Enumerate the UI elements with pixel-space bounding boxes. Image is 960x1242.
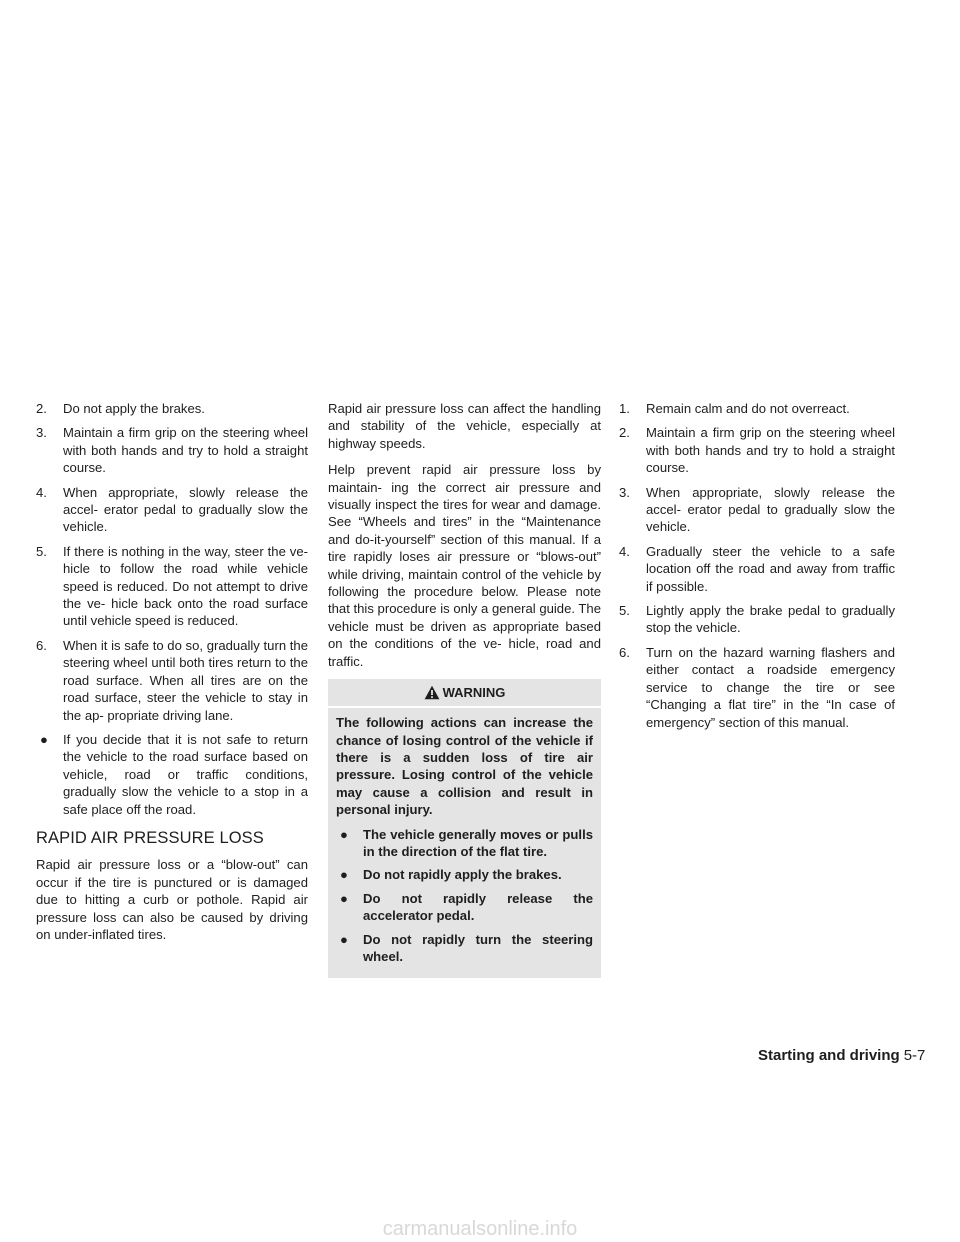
item-number: 3.	[619, 484, 630, 500]
footer-section-title: Starting and driving	[758, 1047, 900, 1064]
page-number: 5-7	[903, 1047, 926, 1064]
list-item	[36, 731, 308, 818]
bullet-marker: ●	[40, 731, 48, 747]
item-number: 6.	[619, 644, 630, 660]
list-item	[619, 543, 895, 595]
item-text: Maintain a firm grip on the steering wheel with both hands and try to hold a straight course.	[63, 425, 308, 476]
item-number: 4.	[36, 484, 47, 500]
paragraph: Help prevent rapid air pressure loss by maintain- ing the correct air pressure and visually inspect the tires for wear and damage. See “Wheels and tires” in the “Maintenance and do-it-yourself” section of this manual. If a tire rapidly loses air pressure or “blows-out” while driving, maintain control of the vehicle by following the procedure below. Please note that this procedure is only a general guide. The vehicle must be driven as appropriate based on the conditions of the ve- hicle, road and traffic.	[328, 462, 601, 669]
bullet-text: Do not rapidly release the accelerator pedal.	[363, 890, 593, 924]
section-paragraph: Rapid air pressure loss or a “blow-out” can occur if the tire is punctured or is damaged due to hitting a curb or pothole. Rapid air pressure loss can also be caused by driving on under-inflated tires.	[36, 857, 308, 942]
item-number: 4.	[619, 543, 630, 559]
section-heading: RAPID AIR PRESSURE LOSS	[36, 828, 264, 847]
item-number: 5.	[619, 603, 630, 619]
item-text: When appropriate, slowly release the accel- erator pedal to gradually slow the vehicle.	[646, 484, 895, 535]
item-number: 3.	[36, 425, 47, 441]
bullet-text: Do not rapidly apply the brakes.	[363, 867, 562, 883]
item-number: 2.	[36, 401, 47, 416]
warning-title: WARNING	[442, 684, 506, 700]
warning-intro: The following actions can increase the chance of losing control of the vehicle if there is a sudden loss of tire air pressure. Losing control of the vehicle may cause a collision and result in personal injury.	[336, 715, 593, 818]
item-text: Maintain a firm grip on the steering wheel with both hands and try to hold a straight course.	[646, 425, 895, 476]
item-number: 1.	[619, 401, 630, 416]
warning-body	[336, 708, 593, 965]
warning-bullet	[336, 826, 593, 861]
watermark: carmanualsonline.info	[382, 1218, 578, 1240]
warning-header	[328, 679, 601, 708]
paragraph: Rapid air pressure loss can affect the handling and stability of the vehicle, especially at highway speeds.	[328, 401, 601, 451]
left-column	[36, 400, 308, 952]
item-number: 6.	[36, 637, 47, 653]
warning-triangle-icon	[424, 685, 440, 700]
bullet-text: The vehicle generally moves or pulls in the direction of the flat tire.	[363, 826, 593, 859]
item-number: 2.	[619, 425, 630, 441]
item-text: If there is nothing in the way, steer the ve- hicle to follow the road while vehicle speed is reduced. Do not attempt to drive the ve- hicle back onto the road surface until vehicle speed is reduced.	[63, 543, 308, 629]
list-item	[36, 400, 308, 417]
list-item	[619, 484, 895, 536]
list-item	[619, 602, 895, 637]
list-item	[36, 637, 308, 724]
list-item	[36, 424, 308, 476]
warning-bullet	[336, 866, 593, 883]
warning-box	[328, 679, 601, 978]
item-number: 5.	[36, 543, 47, 559]
bullet-marker: ●	[340, 890, 348, 906]
item-text: If you decide that it is not safe to return the vehicle to the road surface based on vehicle, road or traffic conditions, gradually slow the vehicle to a stop in a safe place off the road.	[63, 731, 308, 817]
item-text: Do not apply the brakes.	[63, 401, 205, 416]
list-item	[619, 644, 895, 731]
middle-column	[328, 400, 601, 978]
item-text: Turn on the hazard warning flashers and either contact a roadside emergency service to change the tire or see “Changing a flat tire” in the “In case of emergency” section of this manual.	[646, 644, 895, 730]
list-item	[619, 400, 895, 417]
item-text: When appropriate, slowly release the accel- erator pedal to gradually slow the vehicle.	[63, 484, 308, 535]
right-column	[619, 400, 895, 738]
warning-bullet	[336, 890, 593, 925]
list-item	[619, 424, 895, 476]
item-text: Lightly apply the brake pedal to gradually stop the vehicle.	[646, 603, 895, 636]
item-text: Remain calm and do not overreact.	[646, 401, 850, 416]
item-text: Gradually steer the vehicle to a safe location off the road and away from traffic if possible.	[646, 543, 895, 594]
warning-bullet	[336, 931, 593, 966]
item-text: When it is safe to do so, gradually turn the steering wheel until both tires return to the road surface. When all tires are on the road surface, steer the vehicle to stay in the ap- propriate driving lane.	[63, 637, 308, 723]
list-item	[36, 484, 308, 536]
list-item	[36, 543, 308, 630]
bullet-marker: ●	[340, 826, 348, 842]
page-footer	[758, 1047, 925, 1064]
bullet-marker: ●	[340, 867, 348, 883]
bullet-marker: ●	[340, 931, 348, 947]
bullet-text: Do not rapidly turn the steering wheel.	[363, 931, 593, 964]
